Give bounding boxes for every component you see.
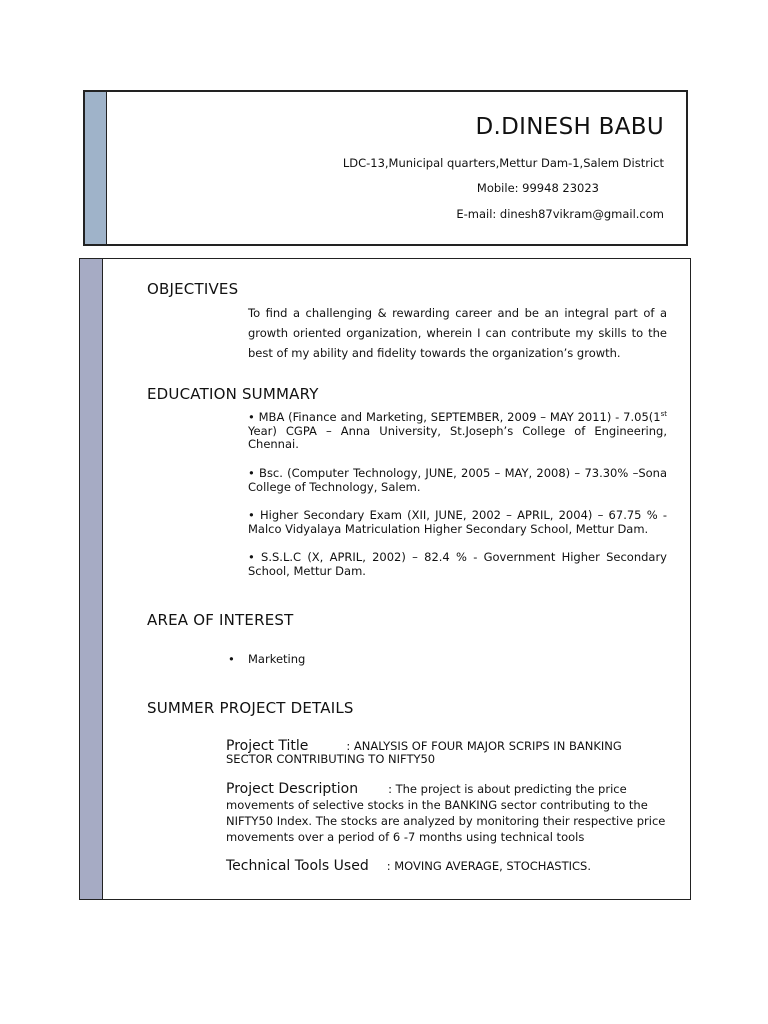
education-item: • Higher Secondary Exam (XII, JUNE, 2002 – APRIL, 2004) – 67.75 % - Malco Vidyalaya Matriculation Higher Secondary School, Mettur Dam. bbox=[248, 508, 667, 536]
project-description-row bbox=[226, 781, 667, 845]
education-heading: EDUCATION SUMMARY bbox=[147, 385, 319, 403]
objectives-text: To find a challenging & rewarding career and be an integral part of a growth oriented organization, wherein I can contribute my skills to the best of my ability and fidelity towards the organization’s growth. bbox=[248, 306, 667, 360]
email-line: E-mail: dinesh87vikram@gmail.com bbox=[456, 207, 664, 221]
candidate-name: D.DINESH BABU bbox=[475, 114, 664, 140]
header-accent-stripe bbox=[85, 92, 107, 244]
body-accent-stripe bbox=[80, 259, 103, 899]
header-box bbox=[83, 90, 688, 246]
education-item-text-cont: Year) CGPA – Anna University, St.Joseph’s College of Engineering, Chennai. bbox=[248, 423, 667, 451]
education-item: • Bsc. (Computer Technology, JUNE, 2005 – MAY, 2008) – 73.30% –Sona College of Technology, Salem. bbox=[248, 466, 667, 494]
mobile-line: Mobile: 99948 23023 bbox=[476, 181, 599, 195]
education-item bbox=[248, 411, 667, 452]
project-tools-label: Technical Tools Used bbox=[226, 858, 369, 874]
project-tools-value: : MOVING AVERAGE, STOCHASTICS. bbox=[386, 859, 592, 873]
project-description-label: Project Description bbox=[226, 781, 359, 797]
interest-item bbox=[228, 652, 305, 666]
resume-body-box bbox=[79, 258, 691, 900]
education-item-superscript: st bbox=[660, 410, 667, 419]
project-title-row bbox=[226, 740, 667, 766]
project-heading: SUMMER PROJECT DETAILS bbox=[147, 699, 354, 717]
bullet-icon: • bbox=[228, 652, 235, 666]
project-title-label: Project Title bbox=[226, 738, 309, 754]
education-item-text: • MBA (Finance and Marketing, SEPTEMBER, 2009 – MAY 2011) - 7.05(1 bbox=[248, 410, 661, 424]
project-title-value: : ANALYSIS OF FOUR MAJOR SCRIPS IN BANKING SECTOR CONTRIBUTING TO NIFTY50 bbox=[226, 739, 622, 766]
address-line: LDC-13,Municipal quarters,Mettur Dam-1,Salem District bbox=[342, 156, 664, 170]
interest-item-label: Marketing bbox=[248, 652, 306, 666]
education-item: • S.S.L.C (X, APRIL, 2002) – 82.4 % - Government Higher Secondary School, Mettur Dam. bbox=[248, 550, 667, 578]
project-description-value: : The project is about predicting the price movements of selective stocks in the BANKING sector contributing to the NIFTY50 Index. The stocks are analyzed by monitoring their respective price movements over a period of 6 -7 months using technical tools bbox=[226, 782, 666, 844]
interest-heading: AREA OF INTEREST bbox=[147, 611, 294, 629]
objectives-heading: OBJECTIVES bbox=[147, 280, 239, 298]
project-tools-row bbox=[226, 858, 667, 874]
